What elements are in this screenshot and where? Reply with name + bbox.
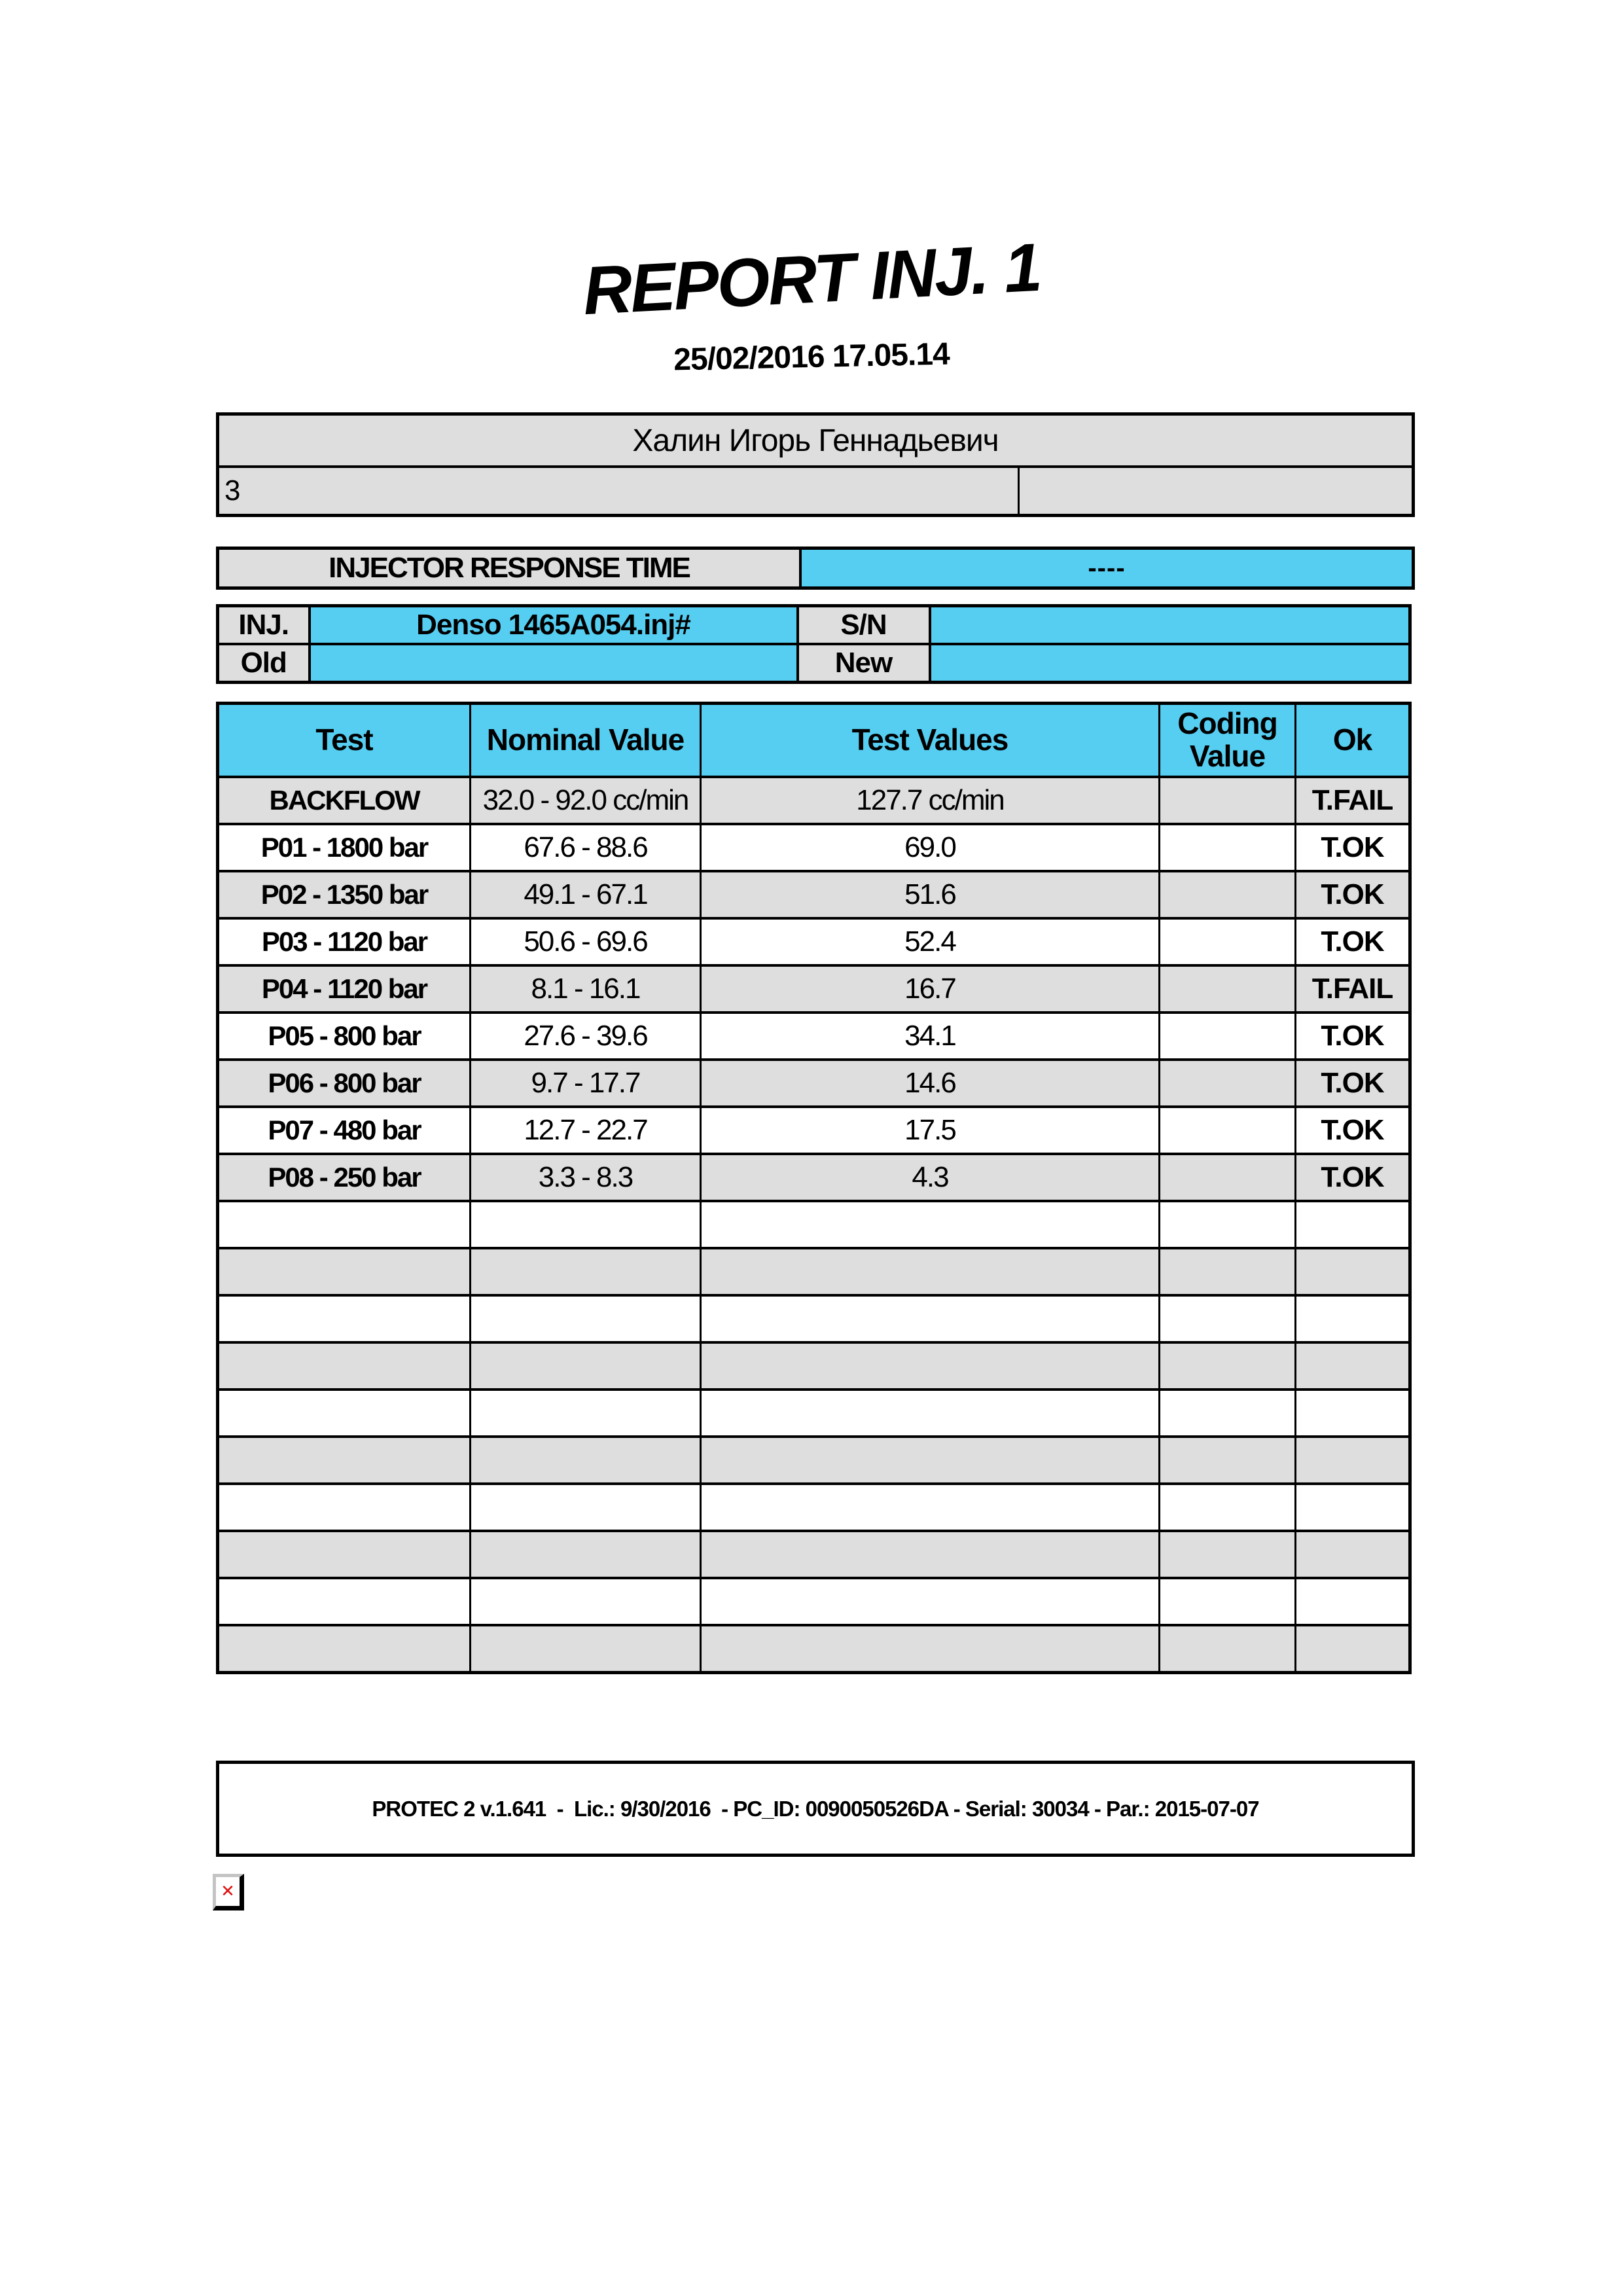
customer-extra-cell (1020, 468, 1412, 514)
test-cell: P06 - 800 bar (218, 1060, 471, 1107)
table-row (218, 871, 1410, 918)
coding-cell (1160, 777, 1296, 824)
injector-response-time-label: INJECTOR RESPONSE TIME (219, 550, 802, 586)
coding-cell (1160, 1390, 1296, 1437)
injector-response-time-value: ---- (802, 550, 1412, 586)
value-cell: 4.3 (701, 1154, 1160, 1201)
injector-info-table (216, 604, 1412, 684)
injector-response-time-row (216, 547, 1415, 590)
nominal-cell (471, 1201, 701, 1248)
coding-cell (1160, 1484, 1296, 1531)
test-cell (218, 1578, 471, 1625)
ok-cell: T.OK (1296, 918, 1410, 965)
ok-cell: T.FAIL (1296, 965, 1410, 1013)
results-table-body (218, 777, 1410, 1673)
nominal-cell (471, 1625, 701, 1673)
nominal-cell (471, 1484, 701, 1531)
value-cell (701, 1437, 1160, 1484)
ok-cell (1296, 1248, 1410, 1295)
serial-number-value (930, 606, 1410, 645)
results-table (216, 702, 1412, 1674)
test-cell (218, 1342, 471, 1390)
ok-cell: T.OK (1296, 1154, 1410, 1201)
nominal-cell (471, 1248, 701, 1295)
table-row (218, 918, 1410, 965)
value-cell: 69.0 (701, 824, 1160, 871)
table-row (218, 777, 1410, 824)
nominal-cell: 32.0 - 92.0 cc/min (471, 777, 701, 824)
ok-cell (1296, 1578, 1410, 1625)
test-cell: BACKFLOW (218, 777, 471, 824)
coding-cell (1160, 1625, 1296, 1673)
value-cell: 51.6 (701, 871, 1160, 918)
ok-cell (1296, 1201, 1410, 1248)
value-cell (701, 1248, 1160, 1295)
coding-cell (1160, 1437, 1296, 1484)
customer-box (216, 412, 1415, 517)
empty-table-row (218, 1342, 1410, 1390)
old-label: Old (218, 644, 310, 683)
new-label: New (798, 644, 930, 683)
ok-cell (1296, 1437, 1410, 1484)
value-cell (701, 1484, 1160, 1531)
test-cell: P01 - 1800 bar (218, 824, 471, 871)
test-cell: P02 - 1350 bar (218, 871, 471, 918)
value-cell (701, 1390, 1160, 1437)
injector-code-row (218, 644, 1410, 683)
new-value (930, 644, 1410, 683)
coding-cell (1160, 918, 1296, 965)
test-cell (218, 1437, 471, 1484)
report-datetime: 25/02/2016 17.05.14 (673, 336, 950, 378)
coding-cell (1160, 1013, 1296, 1060)
customer-number: 3 (219, 468, 1020, 514)
test-cell (218, 1484, 471, 1531)
value-cell: 16.7 (701, 965, 1160, 1013)
customer-number-row (219, 468, 1412, 514)
nominal-cell: 49.1 - 67.1 (471, 871, 701, 918)
injector-file-row (218, 606, 1410, 645)
ok-cell (1296, 1531, 1410, 1578)
value-cell: 17.5 (701, 1107, 1160, 1154)
test-cell (218, 1295, 471, 1342)
coding-cell (1160, 1154, 1296, 1201)
nominal-cell: 9.7 - 17.7 (471, 1060, 701, 1107)
coding-cell (1160, 1342, 1296, 1390)
table-row (218, 1013, 1410, 1060)
empty-table-row (218, 1248, 1410, 1295)
coding-cell (1160, 1531, 1296, 1578)
nominal-cell (471, 1390, 701, 1437)
footer-box (216, 1761, 1415, 1857)
empty-table-row (218, 1625, 1410, 1673)
nominal-cell: 8.1 - 16.1 (471, 965, 701, 1013)
nominal-cell (471, 1342, 701, 1390)
nominal-cell: 67.6 - 88.6 (471, 824, 701, 871)
coding-cell (1160, 1201, 1296, 1248)
table-row (218, 1154, 1410, 1201)
ok-cell (1296, 1295, 1410, 1342)
coding-cell (1160, 824, 1296, 871)
empty-table-row (218, 1437, 1410, 1484)
table-row (218, 965, 1410, 1013)
value-cell (701, 1342, 1160, 1390)
ok-cell (1296, 1625, 1410, 1673)
ok-cell: T.OK (1296, 1060, 1410, 1107)
coding-cell (1160, 1107, 1296, 1154)
nominal-cell (471, 1531, 701, 1578)
ok-cell (1296, 1390, 1410, 1437)
ok-cell: T.OK (1296, 1013, 1410, 1060)
old-value (310, 644, 798, 683)
customer-name: Халин Игорь Геннадьевич (219, 416, 1412, 468)
nominal-cell (471, 1437, 701, 1484)
value-cell: 34.1 (701, 1013, 1160, 1060)
test-cell (218, 1390, 471, 1437)
table-row (218, 1107, 1410, 1154)
empty-table-row (218, 1295, 1410, 1342)
ok-cell: T.FAIL (1296, 777, 1410, 824)
nominal-cell: 27.6 - 39.6 (471, 1013, 701, 1060)
empty-table-row (218, 1578, 1410, 1625)
empty-table-row (218, 1390, 1410, 1437)
table-row (218, 1060, 1410, 1107)
nominal-cell (471, 1578, 701, 1625)
value-cell (701, 1295, 1160, 1342)
value-cell (701, 1531, 1160, 1578)
serial-number-label: S/N (798, 606, 930, 645)
column-header-values: Test Values (701, 704, 1160, 778)
inj-file-value: Denso 1465A054.inj# (310, 606, 798, 645)
ok-cell (1296, 1484, 1410, 1531)
ok-cell: T.OK (1296, 1107, 1410, 1154)
test-cell (218, 1625, 471, 1673)
nominal-cell: 12.7 - 22.7 (471, 1107, 701, 1154)
test-cell: P04 - 1120 bar (218, 965, 471, 1013)
ok-cell (1296, 1342, 1410, 1390)
page-title: REPORT INJ. 1 (580, 229, 1042, 330)
table-row (218, 824, 1410, 871)
ok-cell: T.OK (1296, 871, 1410, 918)
footer-text: PROTEC 2 v.1.641 - Lic.: 9/30/2016 - PC_ID: 0090050526DA - Serial: 30034 - Par.: 2015-07-07 (372, 1796, 1259, 1821)
value-cell: 127.7 cc/min (701, 777, 1160, 824)
test-cell: P08 - 250 bar (218, 1154, 471, 1201)
coding-cell (1160, 965, 1296, 1013)
nominal-cell (471, 1295, 701, 1342)
empty-table-row (218, 1531, 1410, 1578)
value-cell (701, 1625, 1160, 1673)
test-cell (218, 1248, 471, 1295)
column-header-coding: Coding Value (1160, 704, 1296, 778)
test-cell: P05 - 800 bar (218, 1013, 471, 1060)
column-header-ok: Ok (1296, 704, 1410, 778)
column-header-test: Test (218, 704, 471, 778)
test-cell: P07 - 480 bar (218, 1107, 471, 1154)
value-cell (701, 1578, 1160, 1625)
results-table-header (218, 704, 1410, 778)
value-cell: 14.6 (701, 1060, 1160, 1107)
nominal-cell: 50.6 - 69.6 (471, 918, 701, 965)
column-header-nominal: Nominal Value (471, 704, 701, 778)
test-cell (218, 1201, 471, 1248)
coding-cell (1160, 1295, 1296, 1342)
empty-table-row (218, 1201, 1410, 1248)
test-cell (218, 1531, 471, 1578)
coding-cell (1160, 1578, 1296, 1625)
empty-table-row (218, 1484, 1410, 1531)
ok-cell: T.OK (1296, 824, 1410, 871)
value-cell (701, 1201, 1160, 1248)
inj-label: INJ. (218, 606, 310, 645)
coding-cell (1160, 871, 1296, 918)
coding-cell (1160, 1248, 1296, 1295)
red-x-glyph: ✕ (221, 1882, 235, 1901)
coding-cell (1160, 1060, 1296, 1107)
value-cell: 52.4 (701, 918, 1160, 965)
nominal-cell: 3.3 - 8.3 (471, 1154, 701, 1201)
broken-image-icon (213, 1874, 244, 1910)
test-cell: P03 - 1120 bar (218, 918, 471, 965)
